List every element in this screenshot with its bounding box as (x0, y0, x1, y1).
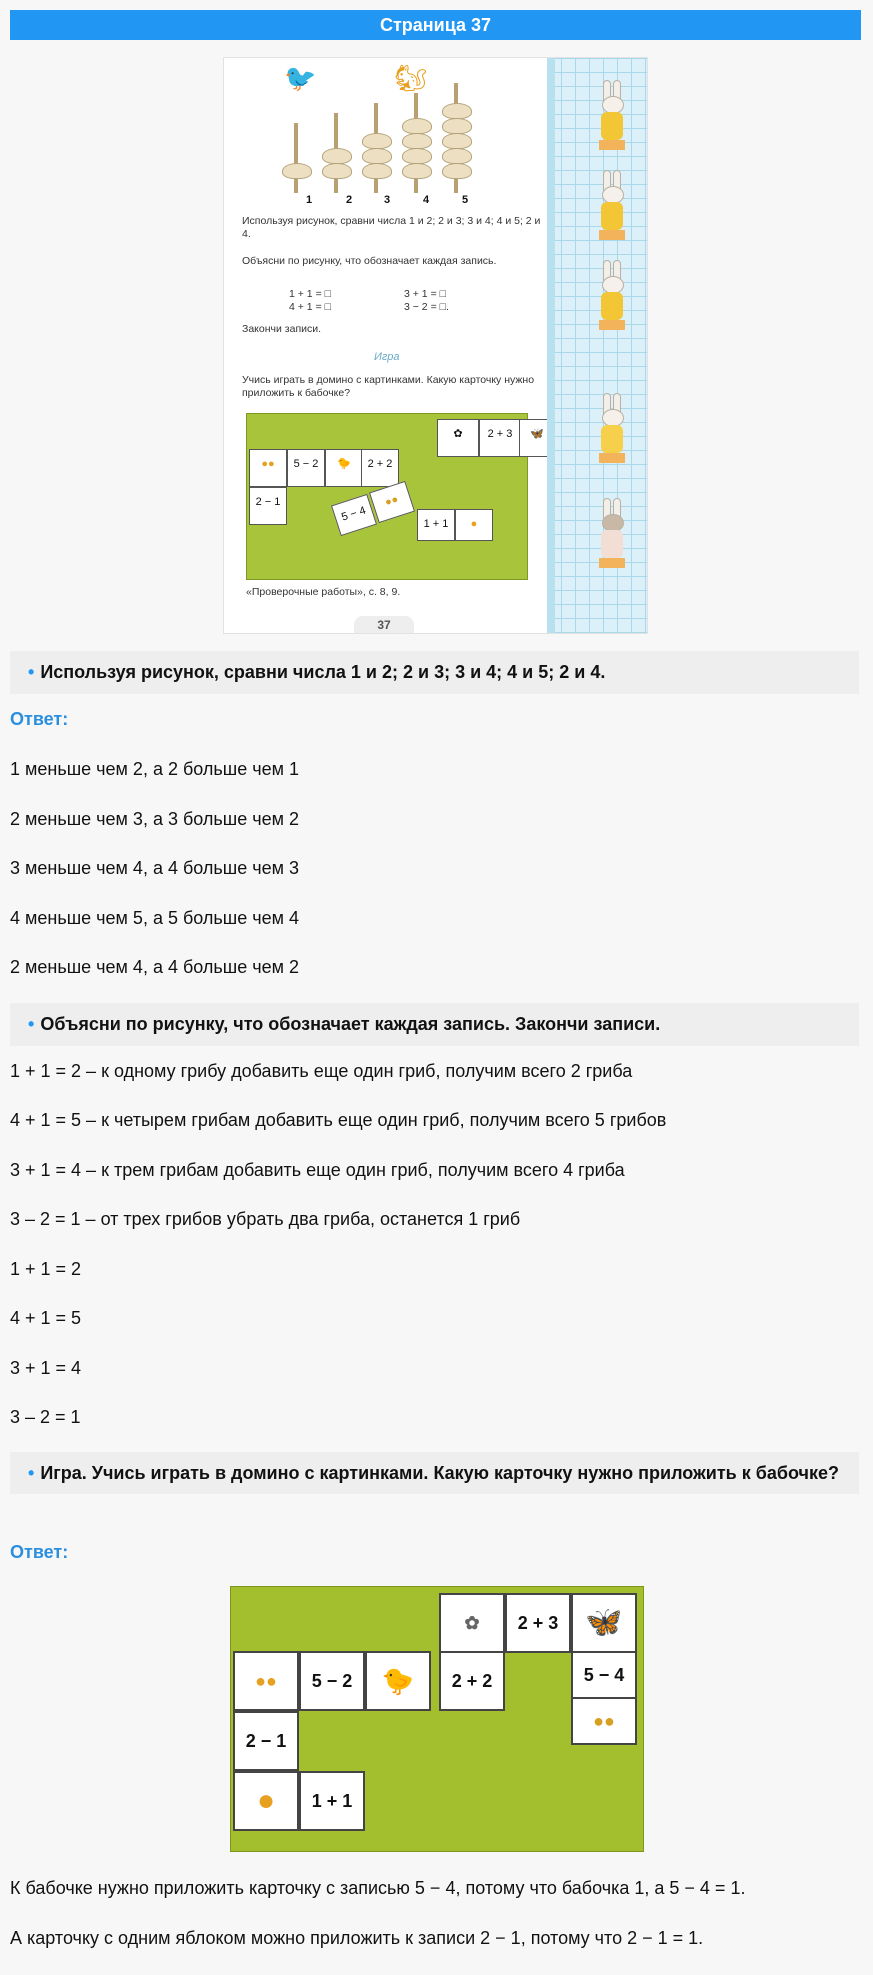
domino-tile: 5 − 4 (571, 1651, 637, 1699)
domino-tile: 2 − 1 (249, 487, 287, 525)
textbook-task-2: Объясни по рисунку, что обозначает каждая запись. (242, 255, 497, 267)
birds-tile: 🐤 (365, 1651, 431, 1711)
apple-tile: ● (233, 1771, 299, 1831)
mushroom-illustration (274, 63, 494, 193)
number-label: 1 (305, 194, 313, 206)
question-2: • Объясни по рисунку, что обозначает каждая запись. Закончи записи. (10, 1003, 859, 1046)
answer-label: Ответ: (10, 709, 69, 729)
textbook-equation: 3 + 1 = □ (404, 288, 446, 300)
answer-line: 1 + 1 = 2 (10, 1259, 82, 1279)
number-label: 2 (345, 194, 353, 206)
domino-tile: 2 + 3 (505, 1593, 571, 1653)
flower-tile: ✿ (439, 1593, 505, 1653)
apple-tile: ● (455, 509, 493, 541)
textbook-footer: «Проверочные работы», с. 8, 9. (246, 586, 401, 598)
apples-tile: ●● (249, 449, 287, 487)
question-text: Используя рисунок, сравни числа 1 и 2; 2 и 3; 3 и 4; 4 и 5; 2 и 4. (40, 662, 606, 682)
ladybug-tile: ●● (369, 481, 415, 523)
textbook-equation: 4 + 1 = □ (289, 301, 331, 313)
birds-tile: 🐤 (325, 449, 363, 487)
textbook-equation: 3 − 2 = □. (404, 301, 449, 313)
butterfly-icon: 🦋 (571, 1593, 637, 1653)
answer-line: 2 меньше чем 4, а 4 больше чем 2 (10, 957, 300, 977)
answer-line: А карточку с одним яблоком можно приложить к записи 2 − 1, потому что 2 − 1 = 1. (10, 1928, 704, 1948)
textbook-task-3: Учись играть в домино с картинками. Какую карточку нужно приложить к бабочке? (242, 374, 535, 399)
answer-line: 3 – 2 = 1 (10, 1407, 81, 1427)
squirrel-icon: 🐿 (394, 63, 428, 93)
answer-line: 1 меньше чем 2, а 2 больше чем 1 (10, 759, 300, 779)
question-3: • Игра. Учись играть в домино с картинками. Какую карточку нужно приложить к бабочке? (10, 1452, 859, 1494)
number-label: 3 (383, 194, 391, 206)
textbook-game-title: Игра (374, 351, 400, 363)
apples-tile: ●● (233, 1651, 299, 1711)
textbook-page-image (224, 58, 647, 633)
domino-tile: 1 + 1 (299, 1771, 365, 1831)
ladybug-tile: ●● (571, 1697, 637, 1745)
domino-tile: 2 + 2 (361, 449, 399, 487)
textbook-domino-board (246, 413, 544, 580)
domino-tile: 5 − 2 (299, 1651, 365, 1711)
number-label: 4 (422, 194, 430, 206)
domino-tile: 5 − 2 (287, 449, 325, 487)
page-title-banner: Страница 37 (10, 10, 861, 40)
answer-line: 1 + 1 = 2 – к одному грибу добавить еще один гриб, получим всего 2 гриба (10, 1061, 633, 1081)
textbook-equation: 1 + 1 = □ (289, 288, 331, 300)
domino-tile: 2 + 3 (479, 419, 521, 457)
number-label: 5 (461, 194, 469, 206)
answer-line: 3 меньше чем 4, а 4 больше чем 3 (10, 858, 300, 878)
domino-tile: 1 + 1 (417, 509, 455, 541)
textbook-task-1: Используя рисунок, сравни числа 1 и 2; 2 и 3; 3 и 4; 4 и 5; 2 и 4. (242, 215, 541, 240)
butterfly-icon: 🦋 (519, 419, 555, 457)
hares-margin (547, 58, 647, 633)
bird-icon: 🐦 (284, 63, 317, 93)
textbook-finish: Закончи записи. (242, 323, 322, 335)
answer-line: К бабочке нужно приложить карточку с записью 5 − 4, потому что бабочка 1, а 5 − 4 = 1. (10, 1878, 746, 1898)
answer-line: 3 – 2 = 1 – от трех грибов убрать два гриба, останется 1 гриб (10, 1209, 521, 1229)
answer-line: 3 + 1 = 4 – к трем грибам добавить еще один гриб, получим всего 4 гриба (10, 1160, 625, 1180)
textbook-page-number: 37 (354, 616, 414, 633)
domino-board (230, 1586, 644, 1852)
answer-label: Ответ: (10, 1542, 69, 1562)
answer-line: 2 меньше чем 3, а 3 больше чем 2 (10, 809, 300, 829)
answer-line: 3 + 1 = 4 (10, 1358, 82, 1378)
domino-tile: 2 + 2 (439, 1651, 505, 1711)
question-1: • Используя рисунок, сравни числа 1 и 2; 2 и 3; 3 и 4; 4 и 5; 2 и 4. (10, 651, 859, 694)
answer-line: 4 + 1 = 5 (10, 1308, 82, 1328)
question-text: Игра. Учись играть в домино с картинками. Какую карточку нужно приложить к бабочке? (40, 1463, 840, 1483)
flower-tile: ✿ (437, 419, 479, 457)
answer-line: 4 меньше чем 5, а 5 больше чем 4 (10, 908, 300, 928)
domino-tile: 2 − 1 (233, 1711, 299, 1771)
domino-tile: 5 − 4 (331, 494, 377, 536)
answer-line: 4 + 1 = 5 – к четырем грибам добавить еще один гриб, получим всего 5 грибов (10, 1110, 667, 1130)
question-text: Объясни по рисунку, что обозначает каждая запись. Закончи записи. (40, 1014, 661, 1034)
